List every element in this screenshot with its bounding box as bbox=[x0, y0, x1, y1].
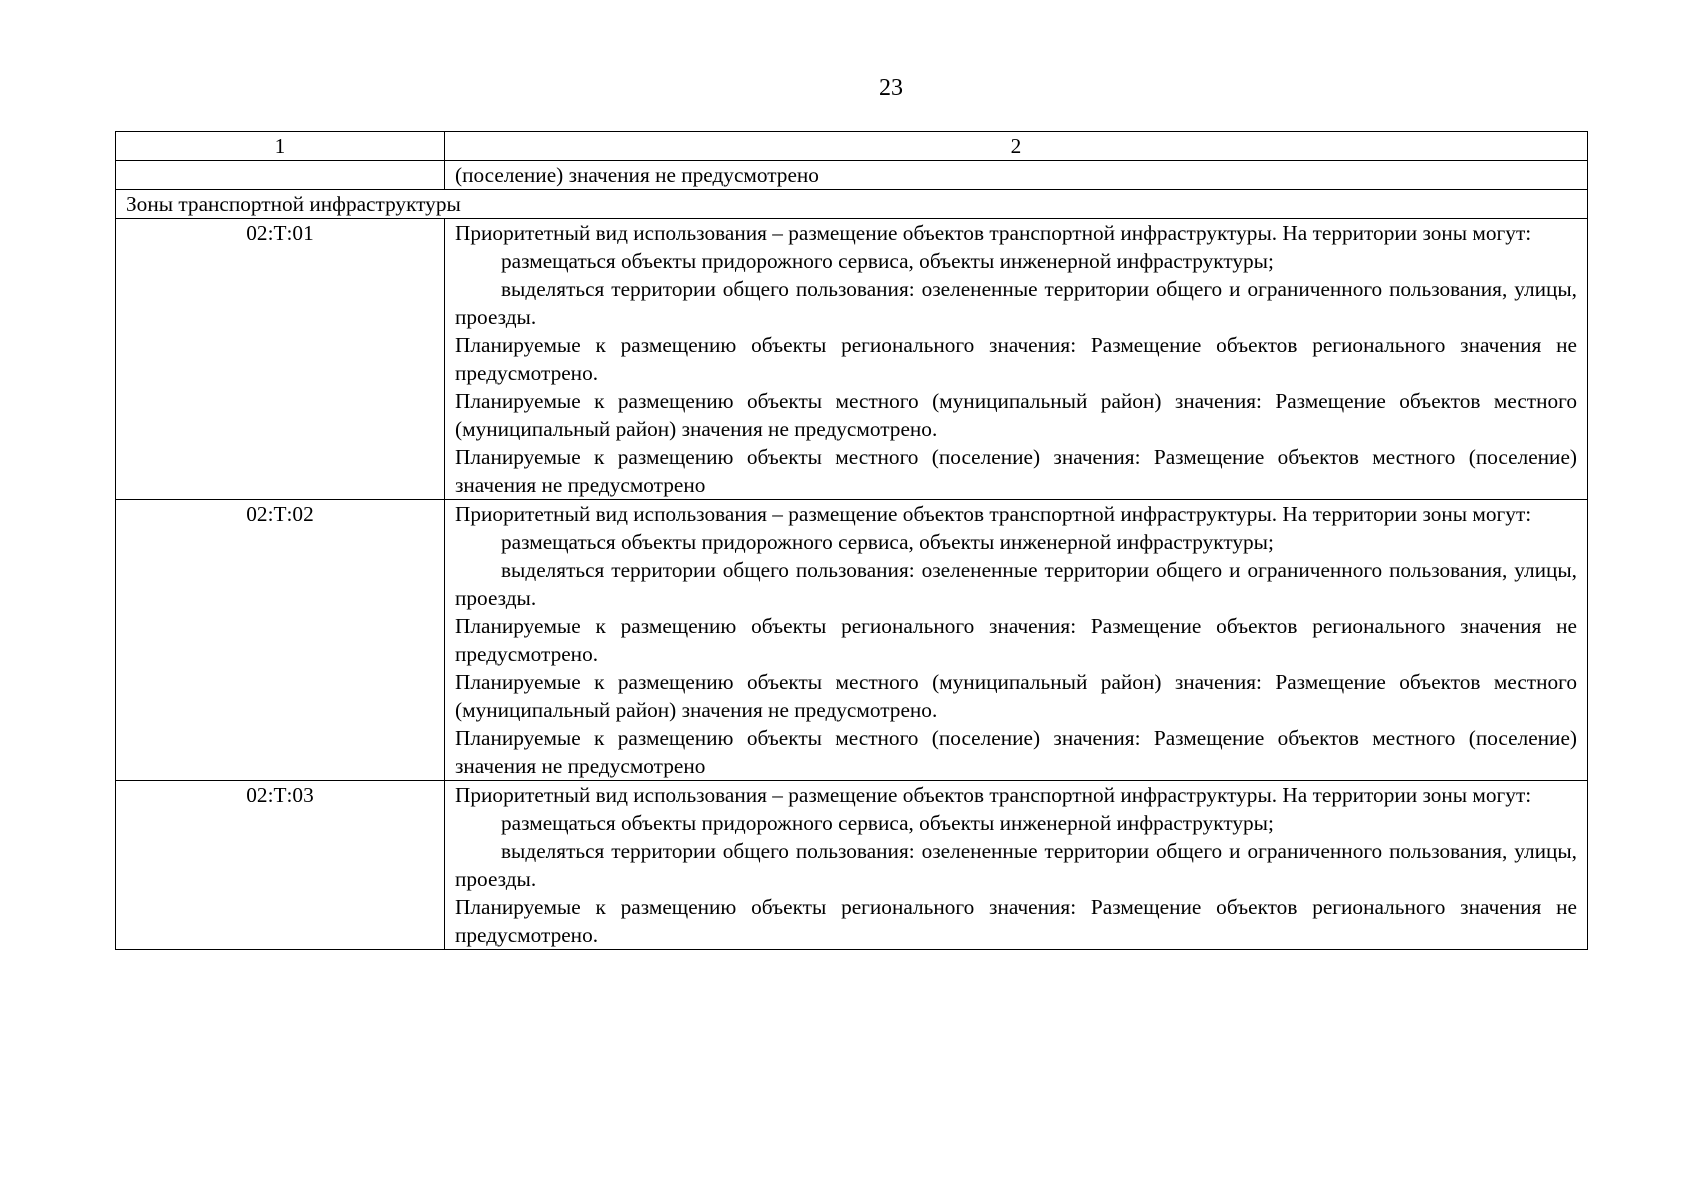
zone-description-paragraph: Планируемые к размещению объекты местного (муниципальный район) значения: Размещение объектов местного (муниципальный район) значения не предусмотрено. bbox=[455, 670, 1577, 722]
zone-description-paragraph: выделяться территории общего пользования: озелененные территории общего и ограниченного пользования, улицы, проезды. bbox=[455, 558, 1577, 610]
zone-description-paragraph: выделяться территории общего пользования: озелененные территории общего и ограниченного пользования, улицы, проезды. bbox=[455, 839, 1577, 891]
header-cell-col1: 1 bbox=[116, 132, 445, 161]
zone-description-paragraph: размещаться объекты придорожного сервиса, объекты инженерной инфраструктуры; bbox=[501, 249, 1274, 273]
zone-description-paragraph: Планируемые к размещению объекты регионального значения: Размещение объектов регионального значения не предусмотрено. bbox=[455, 333, 1577, 385]
continuation-cell-col1 bbox=[116, 161, 445, 190]
table-header-row bbox=[116, 132, 1588, 161]
zone-description bbox=[445, 219, 1588, 500]
zone-code: 02:Т:02 bbox=[116, 500, 445, 781]
zone-description bbox=[445, 500, 1588, 781]
zone-description-paragraph: Планируемые к размещению объекты местного (муниципальный район) значения: Размещение объектов местного (муниципальный район) значения не предусмотрено. bbox=[455, 389, 1577, 441]
zone-row bbox=[116, 781, 1588, 950]
header-cell-col2: 2 bbox=[445, 132, 1588, 161]
continuation-cell-col2: (поселение) значения не предусмотрено bbox=[445, 161, 1588, 190]
continuation-row bbox=[116, 161, 1588, 190]
page-number: 23 bbox=[879, 75, 903, 101]
zone-code: 02:Т:03 bbox=[116, 781, 445, 950]
zone-description bbox=[445, 781, 1588, 950]
zone-row bbox=[116, 219, 1588, 500]
zone-description-paragraph: Приоритетный вид использования – размещение объектов транспортной инфраструктуры. На территории зоны могут: bbox=[455, 783, 1532, 807]
section-title: Зоны транспортной инфраструктуры bbox=[116, 190, 1588, 219]
zone-description-paragraph: размещаться объекты придорожного сервиса, объекты инженерной инфраструктуры; bbox=[501, 811, 1274, 835]
zone-description-paragraph: выделяться территории общего пользования: озелененные территории общего и ограниченного пользования, улицы, проезды. bbox=[455, 277, 1577, 329]
zone-code: 02:Т:01 bbox=[116, 219, 445, 500]
zone-description-paragraph: Планируемые к размещению объекты местного (поселение) значения: Размещение объектов местного (поселение) значения не предусмотрено bbox=[455, 445, 1577, 497]
zone-description-paragraph: размещаться объекты придорожного сервиса, объекты инженерной инфраструктуры; bbox=[501, 530, 1274, 554]
zones-table bbox=[115, 131, 1588, 950]
zone-description-paragraph: Планируемые к размещению объекты регионального значения: Размещение объектов регионального значения не предусмотрено. bbox=[455, 614, 1577, 666]
zone-description-paragraph: Приоритетный вид использования – размещение объектов транспортной инфраструктуры. На территории зоны могут: bbox=[455, 502, 1532, 526]
zone-description-paragraph: Приоритетный вид использования – размещение объектов транспортной инфраструктуры. На территории зоны могут: bbox=[455, 221, 1532, 245]
section-title-row bbox=[116, 190, 1588, 219]
zone-description-paragraph: Планируемые к размещению объекты регионального значения: Размещение объектов регионального значения не предусмотрено. bbox=[455, 895, 1577, 947]
zone-description-paragraph: Планируемые к размещению объекты местного (поселение) значения: Размещение объектов местного (поселение) значения не предусмотрено bbox=[455, 726, 1577, 778]
zone-row bbox=[116, 500, 1588, 781]
